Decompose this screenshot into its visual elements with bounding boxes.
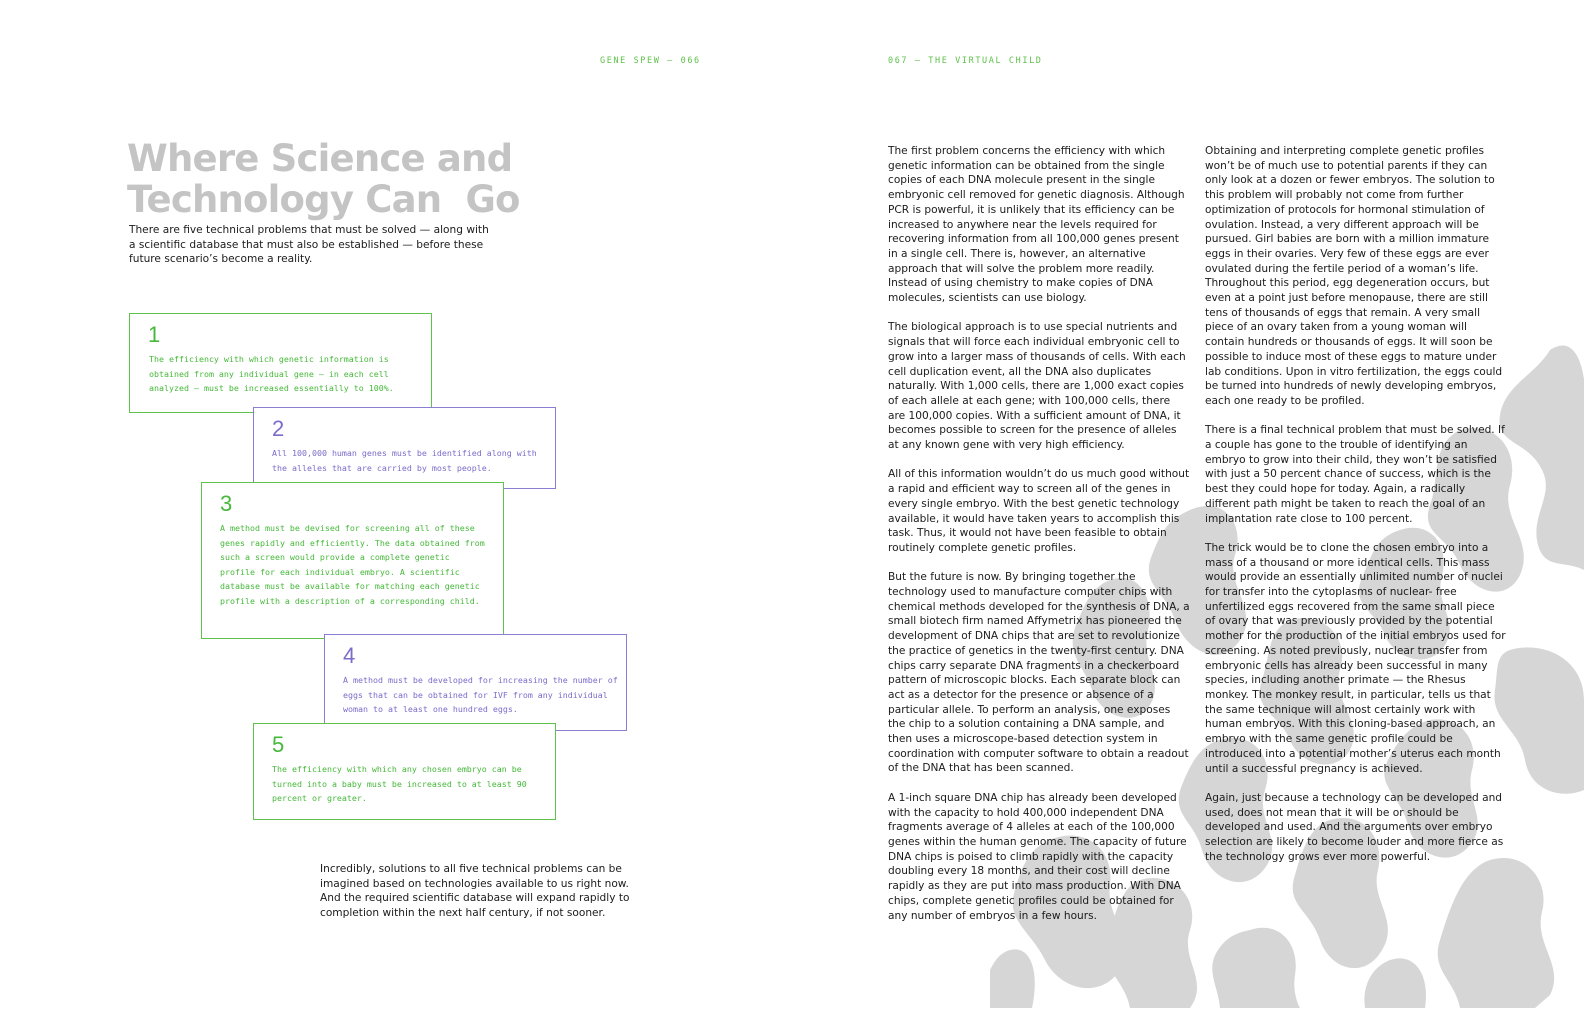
problem-number: 2	[272, 416, 285, 441]
problem-number: 5	[272, 732, 285, 757]
problem-number: 1	[148, 322, 161, 347]
closing-paragraph: Incredibly, solutions to all five technical problems can be imagined based on technologies available to us right now. And the required scientific database will expand rapidly to completion within the next half century, if not sooner.	[320, 863, 630, 920]
headline-line-2: Technology Can Go	[127, 178, 520, 221]
body-column-right	[1205, 144, 1507, 879]
body-column-left	[888, 144, 1190, 938]
headline-line-1: Where Science and	[127, 137, 513, 180]
folio-right: 067 — THE VIRTUAL CHILD	[888, 56, 1043, 66]
body-paragraph: There is a final technical problem that must be solved. If a couple has gone to the trouble of identifying an embryo to grow into their child, they won’t be satisfied with just a 50 percent chance of success, which is the best they could hope for today. Again, a radically different path might be taken to reach the goal of an implantation rate close to 100 percent.	[1205, 424, 1505, 525]
problem-card-1	[129, 313, 432, 413]
problem-number: 4	[343, 643, 356, 668]
problem-text: The efficiency with which genetic information is obtained from any individual gene — in each cell analyzed — must be increased essentially to 100%.	[149, 354, 394, 394]
problem-text: A method must be developed for increasing the number of eggs that can be obtained for IVF from any individual woman to at least one hundred eggs.	[343, 675, 618, 715]
body-paragraph: The biological approach is to use special nutrients and signals that will force each individual embryonic cell to grow into a larger mass of thousands of cells. With each cell duplication event, all the DNA also duplicates naturally. With 1,000 cells, there are 1,000 exact copies of each allele at each gene; with 100,000 cells, there are 100,000 copies. With a sufficient amount of DNA, it becomes possible to screen for the presence of alleles at any known gene with very high efficiency.	[888, 321, 1186, 452]
body-paragraph: But the future is now. By bringing together the technology used to manufacture computer chips with chemical methods developed for the synthesis of DNA, a small biotech firm named Affymetrix has pioneered the development of DNA chips that are set to revolutionize the practice of genetics in the twenty-first century. DNA chips carry separate DNA fragments in a checkerboard pattern of microscopic blocks. Each separate block can act as a detector for the presence or absence of a particular allele. To perform an analysis, one exposes the chip to a solution containing a DNA sample, and then uses a microscope-based detection system in coordination with computer software to obtain a readout of the DNA that has been scanned.	[888, 571, 1190, 775]
problem-card-3	[201, 482, 504, 639]
body-paragraph: All of this information wouldn’t do us much good without a rapid and efficient way to screen all of the genes in every single embryo. With the best genetic technology available, it would have taken years to accomplish this task. Thus, it would not have been feasible to obtain routinely complete genetic profiles.	[888, 468, 1190, 554]
body-paragraph: The first problem concerns the efficiency with which genetic information can be obtained from the single copies of each DNA molecule present in the single embryonic cell removed for genetic diagnosis. Although PCR is powerful, it is unlikely that its efficiency can be increased to anywhere near the levels required for recovering information from all 100,000 genes present in a single cell. There is, however, an alternative approach that will solve the problem more readily. Instead of using chemistry to make copies of DNA molecules, scientists can use biology.	[888, 145, 1185, 305]
body-paragraph: Obtaining and interpreting complete genetic profiles won’t be of much use to potential parents if they can only look at a dozen or fewer embryos. The solution to this problem will probably not come from further optimization of protocols for hormonal stimulation of ovulation. Instead, a very different approach will be pursued. Girl babies are born with a million immature eggs in their ovaries. Very few of these eggs are ever ovulated during the fertile period of a woman’s life. Throughout this period, egg degeneration occurs, but even at a point just before menopause, there are still tens of thousands of eggs that remain. A very small piece of an ovary taken from a young woman will contain hundreds or thousands of eggs. It will soon be possible to induce most of these eggs to mature under lab conditions. Upon in vitro fertilization, the eggs could be turned into hundreds of newly developing embryos, each one ready to be profiled.	[1205, 145, 1503, 407]
problem-card-5	[253, 723, 556, 820]
body-paragraph: A 1-inch square DNA chip has already been developed with the capacity to hold 400,000 independent DNA fragments average of 4 alleles at each of the 100,000 genes within the human genome. The capacity of future DNA chips is poised to climb rapidly with the capacity doubling every 18 months, and their cost will decline rapidly as they are put into mass production. With DNA chips, complete genetic profiles could be obtained for any number of embryos in a few hours.	[888, 791, 1187, 922]
page-headline	[127, 138, 567, 220]
problem-card-4	[324, 634, 627, 731]
problem-text: The efficiency with which any chosen embryo can be turned into a baby must be increased to at least 90 percent or greater.	[272, 764, 527, 804]
intro-paragraph: There are five technical problems that must be solved — along with a scientific database that must also be established — before these future scenario’s become a reality.	[129, 224, 489, 266]
body-paragraph: Again, just because a technology can be developed and used, does not mean that it will be or should be developed and used. And the arguments over embryo selection are likely to become louder and more fierce as the technology grows ever more powerful.	[1205, 791, 1504, 863]
body-paragraph: The trick would be to clone the chosen embryo into a mass of a thousand or more identical cells. This mass would provide an essentially unlimited number of nuclei for transfer into the cytoplasms of nuclear- free unfertilized eggs recovered from the same small piece of ovary that was previously provided by the potential mother for the production of the initial embryos used for screening. As noted previously, nuclear transfer from embryonic cells has already been successful in many species, including another primate — the Rhesus monkey. The monkey result, in particular, tells us that the same technique will almost certainly work with human embryos. With this cloning-based approach, an embryo with the same genetic profile could be introduced into a potential mother’s uterus each month until a successful pregnancy is achieved.	[1205, 541, 1506, 775]
problem-card-2	[253, 407, 556, 489]
problem-number: 3	[220, 491, 233, 516]
problem-text: All 100,000 human genes must be identified along with the alleles that are carried by most people.	[272, 448, 537, 473]
folio-left: GENE SPEW — 066	[600, 56, 701, 66]
problem-text: A method must be devised for screening all of these genes rapidly and efficiently. The data obtained from such a screen would provide a complete genetic profile for each individual embryo. A scientific database must be available for matching each genetic profile with a description of a corresponding child.	[220, 523, 485, 606]
